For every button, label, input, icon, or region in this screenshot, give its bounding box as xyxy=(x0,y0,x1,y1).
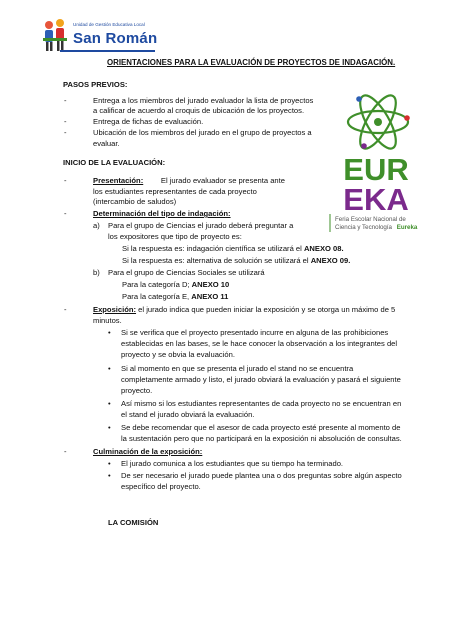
anexo-09: ANEXO 09. xyxy=(310,256,351,265)
expo-item-1-line3: proyecto y se obvia la evaluación. xyxy=(121,350,235,359)
item-b-cat-d: Para la categoría D; ANEXO 10 xyxy=(122,280,230,289)
eureka-word-bottom: EKA xyxy=(343,182,409,217)
pasos-item-3-line1: Ubicación de los miembros del jurado en el grupo de proyectos a xyxy=(93,128,312,137)
pasos-item-1-line1: Entrega a los miembros del jurado evaluador la lista de proyectos xyxy=(93,96,314,105)
item-b-line1: Para el grupo de Ciencias Sociales se utilizará xyxy=(108,268,265,277)
eureka-caption-brand: Eureka xyxy=(396,224,418,231)
list-marker-b: b) xyxy=(93,268,100,277)
dash-marker: - xyxy=(64,176,67,185)
dash-marker: - xyxy=(64,96,67,105)
culminacion-label: Culminación de la exposición: xyxy=(93,447,203,456)
bullet-icon: • xyxy=(108,459,111,468)
anexo-11: ANEXO 11 xyxy=(191,292,229,301)
logo-name: San Román xyxy=(73,30,158,47)
dash-marker: - xyxy=(64,128,67,137)
expo-item-2-line3: proyecto. xyxy=(121,386,153,395)
anexo-08: ANEXO 08. xyxy=(303,244,344,253)
eureka-caption-line2: Ciencia y Tecnología xyxy=(335,224,392,231)
eureka-caption-line1: Feria Escolar Nacional de xyxy=(335,216,406,223)
determinacion-label: Determinación del tipo de indagación: xyxy=(93,209,231,218)
expo-item-3-line1: Así mismo si los estudiantes representantes de cada proyecto no se encuentran en xyxy=(121,399,402,408)
pasos-item-3-line2: evaluar. xyxy=(93,139,120,148)
item-a-sub1: Si la respuesta es: indagación científica se utilizará el ANEXO 08. xyxy=(122,244,344,253)
dash-marker: - xyxy=(64,117,67,126)
exposicion-label: Exposición: xyxy=(93,305,137,314)
item-a-sub2: Si la respuesta es: alternativa de solución se utilizará el ANEXO 09. xyxy=(122,256,351,265)
bullet-icon: • xyxy=(108,328,111,337)
anexo-10: ANEXO 10 xyxy=(191,280,230,289)
presentacion-label: Presentación: xyxy=(93,176,144,185)
bullet-icon: • xyxy=(108,399,111,408)
logo-subtitle: Unidad de Gestión Educativa Local xyxy=(73,22,145,27)
dash-marker: - xyxy=(64,305,67,314)
ugel-kids-logo-icon xyxy=(40,18,70,54)
expo-item-2-line1: Si al momento en que se presenta el jurado el stand no se encuentra xyxy=(121,364,354,373)
dash-marker: - xyxy=(64,209,67,218)
bullet-icon: • xyxy=(108,423,111,432)
expo-item-1-line2: establecidas en las bases, se le hace conocer la observación a los integrantes del xyxy=(121,339,398,348)
pasos-item-1-line2: a calificar de acuerdo al croquis de ubicación de los proyectos. xyxy=(93,106,305,115)
expo-item-2-line2: completamente armado y listo, el jurado obviará la evaluación y pasará el siguiente xyxy=(121,375,401,384)
pasos-item-2: Entrega de fichas de evaluación. xyxy=(93,117,204,126)
presentacion-text-1: El jurado evaluador se presenta ante xyxy=(160,176,285,185)
dash-marker: - xyxy=(64,447,67,456)
bullet-icon: • xyxy=(108,364,111,373)
bullet-icon: • xyxy=(108,471,111,480)
presentacion-line1 xyxy=(93,176,285,186)
expo-item-3-line2: el stand el jurado obviará la evaluación. xyxy=(121,410,255,419)
eureka-logo xyxy=(326,82,430,236)
expo-item-4-line1: Se debe recomendar que el asesor de cada proyecto esté presente al momento de xyxy=(121,423,401,432)
culminacion-item-2-line2: específico del proyecto. xyxy=(121,482,201,491)
culminacion-item-1: El jurado comunica a los estudiantes que su tiempo ha terminado. xyxy=(121,459,344,468)
item-a-line2: los expositores que tipo de proyecto es: xyxy=(108,232,242,241)
exposicion-line2: minutos. xyxy=(93,316,122,325)
exposicion-line1: Exposición: el jurado indica que pueden iniciar la exposición y se otorga un máximo de 5 xyxy=(93,305,396,314)
list-marker-a: a) xyxy=(93,221,100,230)
section-heading-pasos: PASOS PREVIOS: xyxy=(63,80,128,89)
logo-underline xyxy=(60,50,155,52)
atom-nucleus-icon xyxy=(374,118,382,126)
item-a-line1: Para el grupo de Ciencias el jurado deberá preguntar a xyxy=(108,221,294,230)
section-heading-inicio: INICIO DE LA EVALUACIÓN: xyxy=(63,158,166,167)
expo-item-4-line2: la sustentación pero que no participará en la exposición ni absolución de consultas. xyxy=(121,434,402,443)
document-title: ORIENTACIONES PARA LA EVALUACIÓN DE PROYECTOS DE INDAGACIÓN. xyxy=(107,58,396,67)
presentacion-text-2: los estudiantes representantes de cada proyecto xyxy=(93,187,257,196)
signature-la-comision: LA COMISIÓN xyxy=(108,518,159,527)
item-b-cat-e: Para la categoría E, ANEXO 11 xyxy=(122,292,229,301)
expo-item-1-line1: Si se verifica que el proyecto presentado incurre en alguna de las prohibiciones xyxy=(121,328,389,337)
svg-text:Ciencia y Tecnología Eurek xyxy=(335,224,418,231)
eureka-word-top: EUR xyxy=(343,152,409,187)
presentacion-text-3: (intercambio de saludos) xyxy=(93,197,177,206)
culminacion-item-2-line1: De ser necesario el jurado puede plantea una o dos preguntas sobre algún aspecto xyxy=(121,471,402,480)
